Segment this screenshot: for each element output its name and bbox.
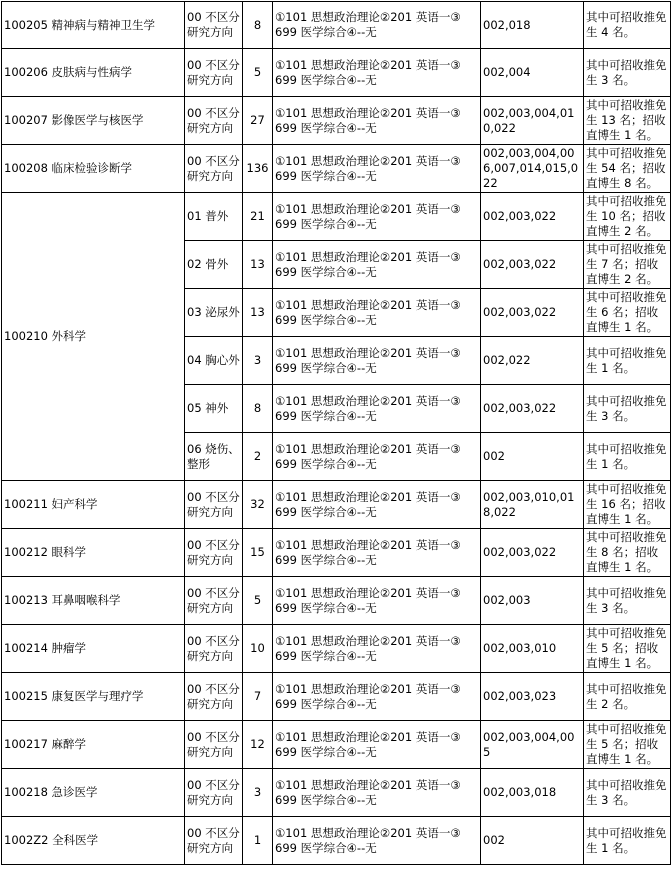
count-cell: 10 bbox=[243, 625, 273, 673]
note-cell: 其中可招收推免生 4 名。 bbox=[584, 2, 671, 49]
count-cell: 21 bbox=[243, 193, 273, 241]
major-cell: 100217 麻醉学 bbox=[2, 721, 185, 769]
count-cell: 2 bbox=[243, 433, 273, 481]
count-cell: 1 bbox=[243, 817, 273, 865]
table-row bbox=[2, 145, 671, 193]
table-row bbox=[2, 49, 671, 97]
direction-cell: 00 不区分研究方向 bbox=[185, 97, 243, 145]
note-cell: 其中可招收推免生 3 名。 bbox=[584, 385, 671, 433]
direction-cell: 00 不区分研究方向 bbox=[185, 577, 243, 625]
direction-cell: 00 不区分研究方向 bbox=[185, 673, 243, 721]
major-cell: 100215 康复医学与理疗学 bbox=[2, 673, 185, 721]
note-cell: 其中可招收推免生 5 名；招收直博生 1 名。 bbox=[584, 625, 671, 673]
reference-cell: 002,003,018 bbox=[481, 769, 584, 817]
reference-cell: 002 bbox=[481, 817, 584, 865]
exam-cell: ①101 思想政治理论②201 英语一③ 699 医学综合④--无 bbox=[273, 193, 481, 241]
reference-cell: 002,003,004,006,007,014,015,022 bbox=[481, 145, 584, 193]
major-cell: 100213 耳鼻咽喉科学 bbox=[2, 577, 185, 625]
exam-cell: ①101 思想政治理论②201 英语一③ 699 医学综合④--无 bbox=[273, 817, 481, 865]
major-cell: 100208 临床检验诊断学 bbox=[2, 145, 185, 193]
note-cell: 其中可招收推免生 16 名；招收直博生 1 名。 bbox=[584, 481, 671, 529]
note-cell: 其中可招收推免生 3 名。 bbox=[584, 49, 671, 97]
exam-cell: ①101 思想政治理论②201 英语一③ 699 医学综合④--无 bbox=[273, 337, 481, 385]
exam-cell: ①101 思想政治理论②201 英语一③ 699 医学综合④--无 bbox=[273, 97, 481, 145]
direction-cell: 00 不区分研究方向 bbox=[185, 529, 243, 577]
major-cell: 100218 急诊医学 bbox=[2, 769, 185, 817]
count-cell: 13 bbox=[243, 289, 273, 337]
major-cell: 100206 皮肤病与性病学 bbox=[2, 49, 185, 97]
direction-cell: 05 神外 bbox=[185, 385, 243, 433]
direction-cell: 00 不区分研究方向 bbox=[185, 49, 243, 97]
reference-cell: 002,003,004,010,022 bbox=[481, 97, 584, 145]
major-cell: 100211 妇产科学 bbox=[2, 481, 185, 529]
major-cell: 1002Z2 全科医学 bbox=[2, 817, 185, 865]
exam-cell: ①101 思想政治理论②201 英语一③ 699 医学综合④--无 bbox=[273, 721, 481, 769]
reference-cell: 002,022 bbox=[481, 337, 584, 385]
note-cell: 其中可招收推免生 3 名。 bbox=[584, 577, 671, 625]
direction-cell: 03 泌尿外 bbox=[185, 289, 243, 337]
direction-cell: 00 不区分研究方向 bbox=[185, 481, 243, 529]
table-row bbox=[2, 817, 671, 865]
table-row bbox=[2, 2, 671, 49]
note-cell: 其中可招收推免生 1 名。 bbox=[584, 337, 671, 385]
major-cell: 100212 眼科学 bbox=[2, 529, 185, 577]
reference-cell: 002,003,022 bbox=[481, 241, 584, 289]
direction-cell: 00 不区分研究方向 bbox=[185, 145, 243, 193]
exam-cell: ①101 思想政治理论②201 英语一③ 699 医学综合④--无 bbox=[273, 529, 481, 577]
reference-cell: 002,003 bbox=[481, 577, 584, 625]
direction-cell: 01 普外 bbox=[185, 193, 243, 241]
reference-cell: 002,003,022 bbox=[481, 289, 584, 337]
exam-cell: ①101 思想政治理论②201 英语一③ 699 医学综合④--无 bbox=[273, 673, 481, 721]
note-cell: 其中可招收推免生 54 名；招收直博生 8 名。 bbox=[584, 145, 671, 193]
count-cell: 136 bbox=[243, 145, 273, 193]
table-row bbox=[2, 529, 671, 577]
direction-cell: 00 不区分研究方向 bbox=[185, 2, 243, 49]
exam-cell: ①101 思想政治理论②201 英语一③ 699 医学综合④--无 bbox=[273, 2, 481, 49]
table-row bbox=[2, 625, 671, 673]
table-row bbox=[2, 97, 671, 145]
count-cell: 12 bbox=[243, 721, 273, 769]
exam-cell: ①101 思想政治理论②201 英语一③ 699 医学综合④--无 bbox=[273, 433, 481, 481]
count-cell: 3 bbox=[243, 337, 273, 385]
note-cell: 其中可招收推免生 1 名。 bbox=[584, 817, 671, 865]
major-cell: 100210 外科学 bbox=[2, 193, 185, 481]
direction-cell: 00 不区分研究方向 bbox=[185, 625, 243, 673]
count-cell: 3 bbox=[243, 769, 273, 817]
direction-cell: 06 烧伤、整形 bbox=[185, 433, 243, 481]
reference-cell: 002,003,010 bbox=[481, 625, 584, 673]
reference-cell: 002,004 bbox=[481, 49, 584, 97]
note-cell: 其中可招收推免生 13 名；招收直博生 1 名。 bbox=[584, 97, 671, 145]
note-cell: 其中可招收推免生 2 名。 bbox=[584, 673, 671, 721]
count-cell: 8 bbox=[243, 385, 273, 433]
reference-cell: 002,003,022 bbox=[481, 193, 584, 241]
exam-cell: ①101 思想政治理论②201 英语一③ 699 医学综合④--无 bbox=[273, 241, 481, 289]
exam-cell: ①101 思想政治理论②201 英语一③ 699 医学综合④--无 bbox=[273, 289, 481, 337]
exam-cell: ①101 思想政治理论②201 英语一③ 699 医学综合④--无 bbox=[273, 385, 481, 433]
reference-cell: 002 bbox=[481, 433, 584, 481]
major-cell: 100207 影像医学与核医学 bbox=[2, 97, 185, 145]
table-row bbox=[2, 193, 671, 241]
table-row bbox=[2, 673, 671, 721]
note-cell: 其中可招收推免生 10 名；招收直博生 2 名。 bbox=[584, 193, 671, 241]
table-row bbox=[2, 481, 671, 529]
direction-cell: 00 不区分研究方向 bbox=[185, 769, 243, 817]
reference-cell: 002,003,023 bbox=[481, 673, 584, 721]
count-cell: 32 bbox=[243, 481, 273, 529]
exam-cell: ①101 思想政治理论②201 英语一③ 699 医学综合④--无 bbox=[273, 625, 481, 673]
note-cell: 其中可招收推免生 3 名。 bbox=[584, 769, 671, 817]
exam-cell: ①101 思想政治理论②201 英语一③ 699 医学综合④--无 bbox=[273, 481, 481, 529]
reference-cell: 002,003,022 bbox=[481, 385, 584, 433]
table-row bbox=[2, 769, 671, 817]
count-cell: 7 bbox=[243, 673, 273, 721]
major-cell: 100214 肿瘤学 bbox=[2, 625, 185, 673]
count-cell: 13 bbox=[243, 241, 273, 289]
direction-cell: 00 不区分研究方向 bbox=[185, 817, 243, 865]
table-row bbox=[2, 577, 671, 625]
exam-cell: ①101 思想政治理论②201 英语一③ 699 医学综合④--无 bbox=[273, 145, 481, 193]
count-cell: 27 bbox=[243, 97, 273, 145]
reference-cell: 002,003,010,018,022 bbox=[481, 481, 584, 529]
note-cell: 其中可招收推免生 7 名；招收直博生 2 名。 bbox=[584, 241, 671, 289]
note-cell: 其中可招收推免生 5 名；招收直博生 1 名。 bbox=[584, 721, 671, 769]
count-cell: 15 bbox=[243, 529, 273, 577]
direction-cell: 00 不区分研究方向 bbox=[185, 721, 243, 769]
table-row bbox=[2, 721, 671, 769]
major-cell: 100205 精神病与精神卫生学 bbox=[2, 2, 185, 49]
direction-cell: 02 骨外 bbox=[185, 241, 243, 289]
count-cell: 5 bbox=[243, 577, 273, 625]
direction-cell: 04 胸心外 bbox=[185, 337, 243, 385]
exam-cell: ①101 思想政治理论②201 英语一③ 699 医学综合④--无 bbox=[273, 769, 481, 817]
reference-cell: 002,018 bbox=[481, 2, 584, 49]
note-cell: 其中可招收推免生 8 名；招收直博生 1 名。 bbox=[584, 529, 671, 577]
reference-cell: 002,003,022 bbox=[481, 529, 584, 577]
exam-cell: ①101 思想政治理论②201 英语一③ 699 医学综合④--无 bbox=[273, 49, 481, 97]
count-cell: 8 bbox=[243, 2, 273, 49]
reference-cell: 002,003,004,005 bbox=[481, 721, 584, 769]
note-cell: 其中可招收推免生 1 名。 bbox=[584, 433, 671, 481]
note-cell: 其中可招收推免生 6 名；招收直博生 1 名。 bbox=[584, 289, 671, 337]
count-cell: 5 bbox=[243, 49, 273, 97]
exam-cell: ①101 思想政治理论②201 英语一③ 699 医学综合④--无 bbox=[273, 577, 481, 625]
admissions-table bbox=[1, 1, 671, 865]
